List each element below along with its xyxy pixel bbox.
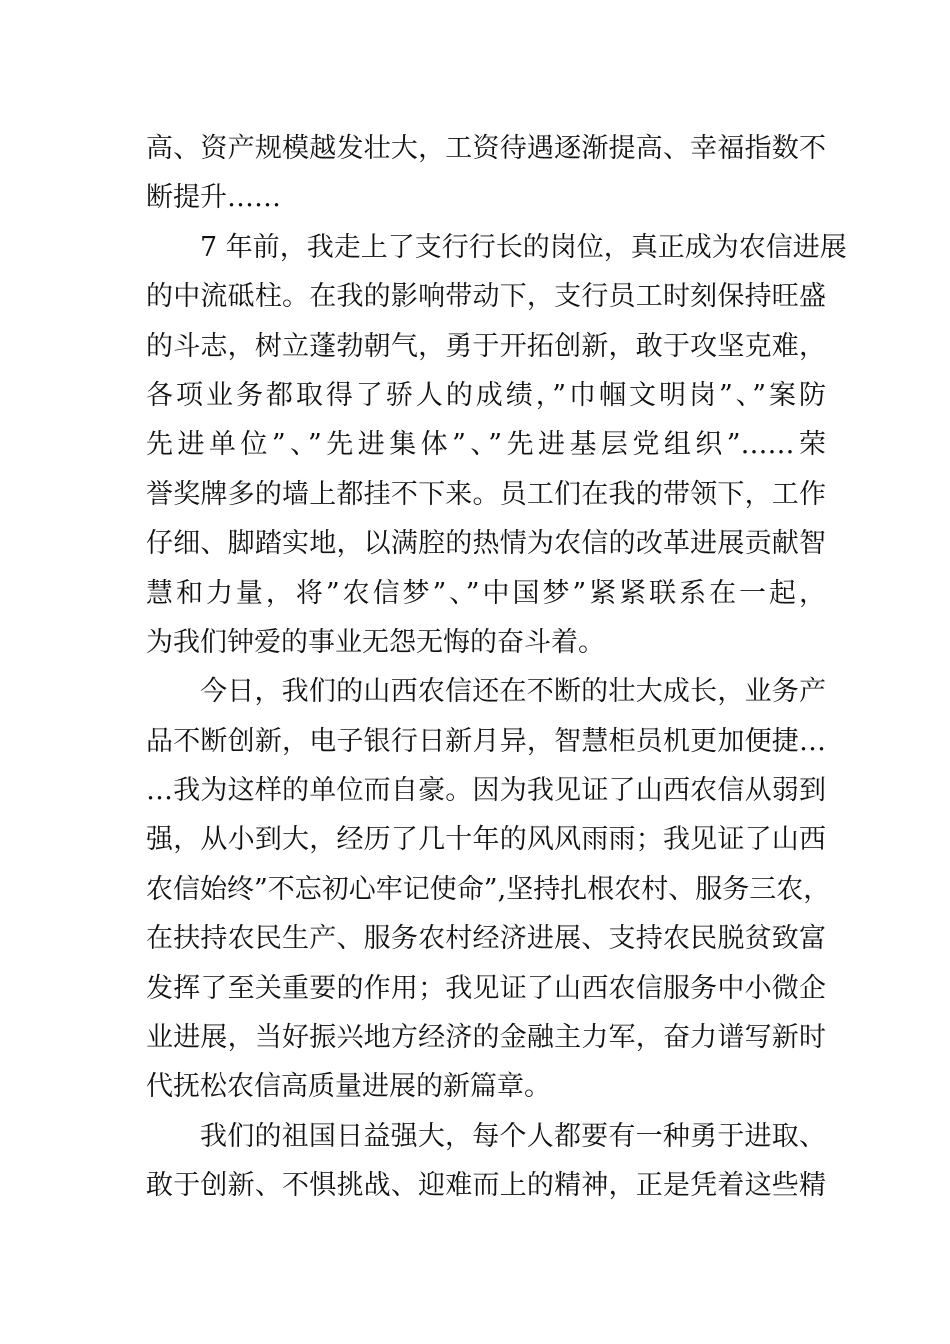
text-line: 敢于创新、不惧挑战、迎难而上的精神，正是凭着这些精 <box>146 1170 826 1202</box>
text-line: 慧和力量，将”农信梦”、”中国梦”紧紧联系在一起， <box>146 577 826 609</box>
text-line: 的中流砥柱。在我的影响带动下，支行员工时刻保持旺盛 <box>146 281 826 313</box>
text-line: 农信始终”不忘初心牢记使命”,坚持扎根农村、服务三农， <box>146 873 831 905</box>
text-line: 我们的祖国日益强大，每个人都要有一种勇于进取、 <box>200 1120 826 1152</box>
text-line: 7 年前，我走上了支行行长的岗位，真正成为农信进展 <box>200 231 847 263</box>
text-line: 高、资产规模越发壮大，工资待遇逐渐提高、幸福指数不 <box>146 133 826 164</box>
text-line: 各项业务都取得了骄人的成绩，”巾帼文明岗”、”案防 <box>146 379 826 411</box>
text-line: 业进展，当好振兴地方经济的金融主力军，奋力谱写新时 <box>146 1022 826 1054</box>
text-line: 断提升…… <box>146 182 281 214</box>
text-line: 发挥了至关重要的作用；我见证了山西农信服务中小微企 <box>146 972 826 1004</box>
text-line: 今日，我们的山西农信还在不断的壮大成长，业务产 <box>200 676 826 708</box>
text-line: 仔细、脚踏实地，以满腔的热情为农信的改革进展贡献智 <box>146 528 826 560</box>
text-line: 誉奖牌多的墙上都挂不下来。员工们在我的带领下，工作 <box>146 478 826 510</box>
text-line: 品不断创新，电子银行日新月异，智慧柜员机更加便捷… <box>146 725 826 757</box>
paragraph <box>146 1112 826 1211</box>
text-line: 先进单位”、”先进集体”、”先进基层党组织”……荣 <box>146 429 826 461</box>
text-line: 在扶持农民生产、服务农村经济进展、支持农民脱贫致富 <box>146 923 826 955</box>
paragraph <box>146 667 831 1112</box>
paragraph <box>146 124 826 223</box>
paragraph <box>146 223 847 668</box>
text-line: 强，从小到大，经历了几十年的风风雨雨；我见证了山西 <box>146 824 826 856</box>
text-line: 代抚松农信高质量进展的新篇章。 <box>146 1071 551 1103</box>
text-line: 为我们钟爱的事业无怨无悔的奋斗着。 <box>146 626 605 658</box>
text-line: 的斗志，树立蓬勃朝气，勇于开拓创新，敢于攻坚克难， <box>146 330 826 362</box>
text-line: …我为这样的单位而自豪。因为我见证了山西农信从弱到 <box>146 775 826 807</box>
body-text <box>146 124 847 1211</box>
